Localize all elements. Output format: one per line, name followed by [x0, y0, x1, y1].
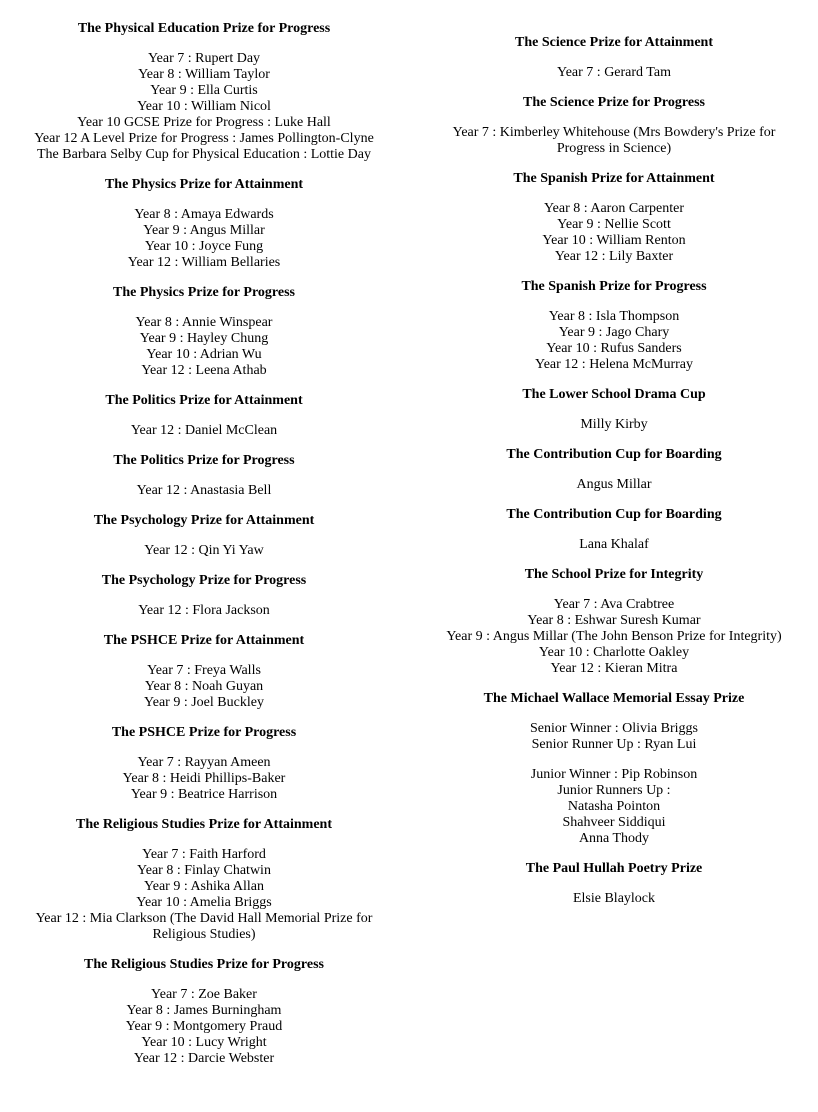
winner-entry: Year 12 : Daniel McClean — [130, 423, 278, 438]
prize-heading: The Physical Education Prize for Progress — [77, 21, 331, 36]
winner-entry: Year 10 : Charlotte Oakley — [538, 645, 690, 660]
winner-list — [20, 51, 388, 163]
prize-section-the-religious-studies-prize-for-progress — [20, 957, 388, 1067]
prize-section-the-physical-education-prize-for-progress — [20, 21, 388, 163]
prize-heading: The Paul Hullah Poetry Prize — [525, 861, 703, 876]
prize-heading: The Psychology Prize for Progress — [101, 573, 307, 588]
winner-entry: Year 12 : Qin Yi Yaw — [144, 543, 264, 558]
winner-entry: Year 10 : William Nicol — [137, 99, 271, 114]
winner-list — [20, 603, 388, 619]
winner-list — [430, 891, 798, 907]
prize-section-the-paul-hullah-poetry-prize — [430, 861, 798, 907]
winner-entry: Year 12 : Lily Baxter — [554, 249, 674, 264]
winner-entry: Year 10 GCSE Prize for Progress : Luke Hall — [77, 115, 331, 130]
winner-entry: Year 12 : Helena McMurray — [535, 357, 693, 372]
winner-entry: Year 7 : Rupert Day — [147, 51, 261, 66]
winner-entry: Anna Thody — [578, 831, 650, 846]
winner-entry: Year 8 : Aaron Carpenter — [543, 201, 685, 216]
winner-list — [430, 201, 798, 265]
winner-list — [20, 847, 388, 943]
winner-entry: Year 9 : Beatrice Harrison — [130, 787, 278, 802]
winner-list — [20, 663, 388, 711]
prize-heading: The Science Prize for Attainment — [514, 35, 714, 50]
winner-entry: Year 12 : William Bellaries — [127, 255, 281, 270]
winner-entry: Year 10 : Amelia Briggs — [136, 895, 272, 910]
prize-section-the-contribution-cup-for-boarding — [430, 447, 798, 493]
winner-list — [20, 423, 388, 439]
winner-entry: Year 8 : James Burningham — [126, 1003, 282, 1018]
prize-section-the-pshce-prize-for-progress — [20, 725, 388, 803]
winner-list — [20, 315, 388, 379]
winner-entry: Year 7 : Faith Harford — [142, 847, 266, 862]
prize-heading: The PSHCE Prize for Attainment — [103, 633, 305, 648]
winner-entry: Year 9 : Angus Millar (The John Benson Prize for Integrity) — [446, 629, 782, 644]
winner-entry: Year 10 : Rufus Sanders — [546, 341, 682, 356]
winner-entry: Angus Millar — [576, 477, 652, 492]
winner-entry: Natasha Pointon — [567, 799, 661, 814]
prize-heading: The Religious Studies Prize for Progress — [84, 957, 324, 972]
winner-entry: Year 10 : Lucy Wright — [141, 1035, 267, 1050]
prize-section-the-spanish-prize-for-attainment — [430, 171, 798, 265]
winner-entry: Year 9 : Jago Chary — [558, 325, 670, 340]
winner-entry: Year 12 : Flora Jackson — [138, 603, 270, 618]
prize-heading: The Religious Studies Prize for Attainment — [75, 817, 332, 832]
winner-list — [430, 65, 798, 81]
prize-section-the-science-prize-for-attainment — [430, 35, 798, 81]
winner-entry: Year 7 : Freya Walls — [147, 663, 261, 678]
winner-entry: Year 8 : Finlay Chatwin — [137, 863, 271, 878]
prize-heading: The Lower School Drama Cup — [522, 387, 706, 402]
winner-entry: Year 10 : Adrian Wu — [146, 347, 262, 362]
winner-entry: Shahveer Siddiqui — [562, 815, 666, 830]
prize-section-the-physics-prize-for-attainment — [20, 177, 388, 271]
prize-heading: The Politics Prize for Progress — [113, 453, 295, 468]
prize-heading: The Physics Prize for Attainment — [104, 177, 304, 192]
winner-list — [430, 721, 798, 753]
winner-entry: Elsie Blaylock — [572, 891, 656, 906]
prize-heading: The PSHCE Prize for Progress — [111, 725, 297, 740]
prize-heading: The School Prize for Integrity — [524, 567, 704, 582]
winner-entry: Senior Winner : Olivia Briggs — [530, 721, 698, 736]
left-column — [20, 0, 388, 1067]
winner-entry: The Barbara Selby Cup for Physical Education : Lottie Day — [37, 147, 371, 162]
winner-entry: Year 9 : Montgomery Praud — [125, 1019, 283, 1034]
prize-heading: The Psychology Prize for Attainment — [93, 513, 315, 528]
winner-entry: Junior Runners Up : — [557, 783, 671, 798]
prize-heading: The Contribution Cup for Boarding — [506, 447, 722, 462]
winner-entry: Year 12 : Mia Clarkson (The David Hall Memorial Prize for Religious Studies) — [35, 911, 373, 942]
winner-entry: Year 8 : William Taylor — [138, 67, 270, 82]
winner-entry: Year 8 : Amaya Edwards — [134, 207, 274, 222]
winner-entry: Year 12 : Leena Athab — [141, 363, 267, 378]
winner-entry: Year 7 : Rayyan Ameen — [137, 755, 271, 770]
prize-section-the-michael-wallace-memorial-essay-prize — [430, 691, 798, 847]
prize-section-the-contribution-cup-for-boarding — [430, 507, 798, 553]
prize-section-the-school-prize-for-integrity — [430, 567, 798, 677]
prize-section-the-science-prize-for-progress — [430, 95, 798, 157]
winner-entry: Year 8 : Annie Winspear — [135, 315, 273, 330]
winner-list — [430, 417, 798, 433]
winner-entry: Year 8 : Eshwar Suresh Kumar — [527, 613, 701, 628]
winner-list — [20, 543, 388, 559]
winner-entry: Year 8 : Isla Thompson — [548, 309, 680, 324]
winner-entry: Year 7 : Kimberley Whitehouse (Mrs Bowdery's Prize for Progress in Science) — [452, 125, 776, 156]
winner-entry: Year 9 : Joel Buckley — [144, 695, 264, 710]
winner-entry: Year 10 : Joyce Fung — [144, 239, 264, 254]
winner-list — [20, 987, 388, 1067]
winner-list — [20, 207, 388, 271]
winner-entry: Year 12 A Level Prize for Progress : James Pollington-Clyne — [34, 131, 374, 146]
winner-list — [430, 767, 798, 847]
winner-entry: Year 8 : Noah Guyan — [144, 679, 264, 694]
winner-entry: Year 12 : Anastasia Bell — [136, 483, 272, 498]
winner-list — [430, 477, 798, 493]
winner-list — [430, 597, 798, 677]
winner-entry: Milly Kirby — [580, 417, 648, 432]
prize-section-the-spanish-prize-for-progress — [430, 279, 798, 373]
prize-section-the-politics-prize-for-progress — [20, 453, 388, 499]
right-column — [430, 0, 798, 907]
prize-section-the-religious-studies-prize-for-attainment — [20, 817, 388, 943]
prize-section-the-politics-prize-for-attainment — [20, 393, 388, 439]
prize-heading: The Politics Prize for Attainment — [105, 393, 303, 408]
winner-entry: Year 9 : Nellie Scott — [557, 217, 671, 232]
winner-list — [20, 755, 388, 803]
prize-heading: The Spanish Prize for Progress — [521, 279, 707, 294]
prize-section-the-pshce-prize-for-attainment — [20, 633, 388, 711]
winner-list — [430, 537, 798, 553]
prize-heading: The Contribution Cup for Boarding — [506, 507, 722, 522]
winner-entry: Year 12 : Darcie Webster — [133, 1051, 275, 1066]
winner-entry: Lana Khalaf — [579, 537, 649, 552]
prize-section-the-psychology-prize-for-attainment — [20, 513, 388, 559]
winner-entry: Year 7 : Ava Crabtree — [553, 597, 675, 612]
winner-list — [20, 483, 388, 499]
prize-section-the-lower-school-drama-cup — [430, 387, 798, 433]
winner-entry: Year 7 : Zoe Baker — [151, 987, 257, 1002]
prize-heading: The Spanish Prize for Attainment — [513, 171, 715, 186]
prize-section-the-psychology-prize-for-progress — [20, 573, 388, 619]
winner-entry: Year 10 : William Renton — [542, 233, 686, 248]
winner-entry: Year 9 : Ashika Allan — [144, 879, 264, 894]
winner-list — [430, 125, 798, 157]
winner-entry: Year 12 : Kieran Mitra — [550, 661, 678, 676]
winner-entry: Year 9 : Ella Curtis — [150, 83, 258, 98]
prize-section-the-physics-prize-for-progress — [20, 285, 388, 379]
winner-entry: Year 7 : Gerard Tam — [557, 65, 671, 80]
winner-entry: Year 9 : Hayley Chung — [139, 331, 269, 346]
winner-entry: Year 9 : Angus Millar — [143, 223, 265, 238]
winner-entry: Junior Winner : Pip Robinson — [530, 767, 698, 782]
winner-list — [430, 309, 798, 373]
prize-heading: The Science Prize for Progress — [523, 95, 705, 110]
prize-heading: The Physics Prize for Progress — [113, 285, 295, 300]
winner-entry: Year 8 : Heidi Phillips-Baker — [122, 771, 286, 786]
prize-heading: The Michael Wallace Memorial Essay Prize — [483, 691, 745, 706]
winner-entry: Senior Runner Up : Ryan Lui — [531, 737, 697, 752]
